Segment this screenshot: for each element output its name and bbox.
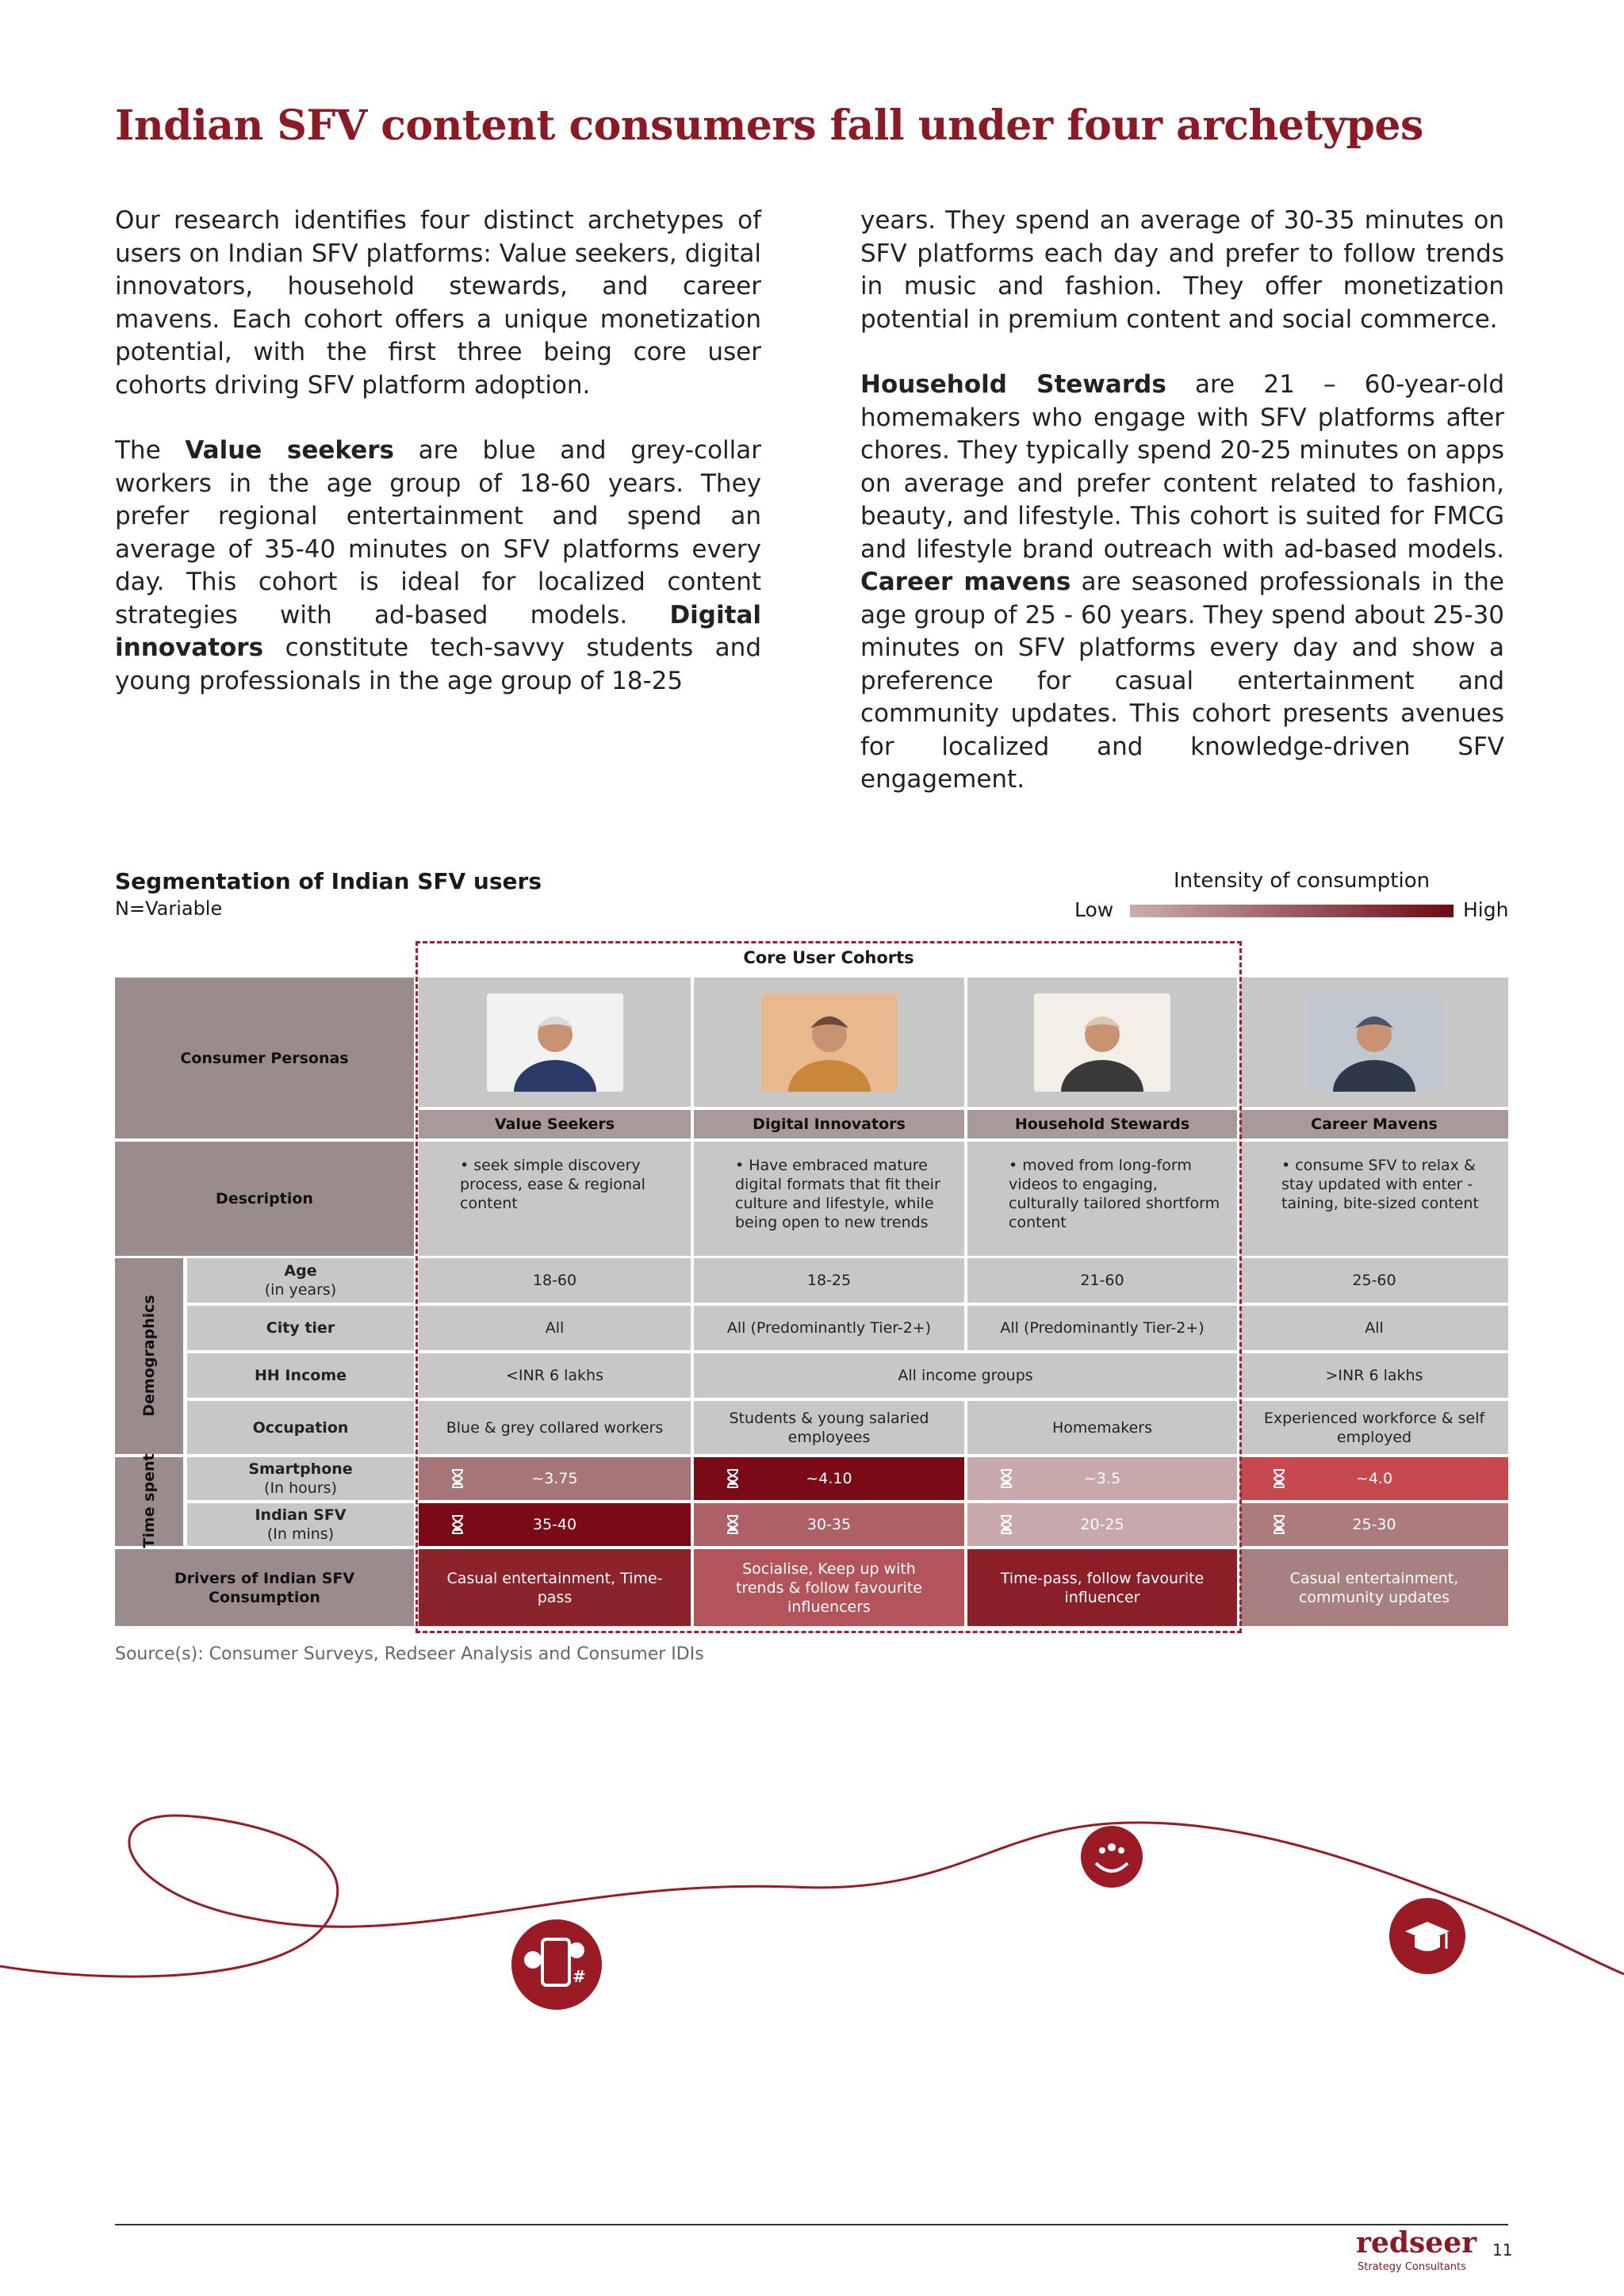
- row-label-occupation: Occupation: [187, 1401, 414, 1454]
- bold-term: Digital innovators: [115, 600, 761, 662]
- drivers-digital-innovators: Socialise, Keep up with trends & follow favourite influencers: [694, 1549, 964, 1626]
- income-career-mavens: >INR 6 lakhs: [1240, 1353, 1508, 1398]
- value: 35-40: [532, 1516, 577, 1533]
- label-unit: (in years): [264, 1281, 337, 1299]
- graduation-cap-icon: [1389, 1898, 1465, 1974]
- brand-tagline: Strategy Consultants: [1358, 2261, 1466, 2273]
- row-label-income: HH Income: [187, 1353, 414, 1398]
- persona-name-household-stewards: Household Stewards: [967, 1110, 1237, 1138]
- persona-name-digital-innovators: Digital Innovators: [694, 1110, 964, 1138]
- drivers-value-seekers: Casual entertainment, Time-pass: [419, 1549, 691, 1626]
- row-label-smartphone: [187, 1457, 414, 1500]
- intensity-gradient-bar: [1130, 905, 1454, 917]
- paragraph-value-seekers: [115, 434, 761, 698]
- city-tier-career-mavens: All: [1240, 1306, 1508, 1350]
- text-run: are seasoned professionals in the age group of 25 - 60 years. They spend about 25-30 minutes on SFV platforms every day and show a preference for casual entertainment and community updates. This cohort presents avenues for localized and knowledge-driven SFV engagement.: [860, 568, 1504, 794]
- core-cohorts-outline: [416, 941, 1242, 1633]
- label: Smartphone: [248, 1460, 353, 1478]
- age-digital-innovators: 18-25: [694, 1258, 964, 1303]
- row-label-description: Description: [115, 1142, 414, 1256]
- hourglass-icon: [1272, 1469, 1286, 1488]
- page-title: Indian SFV content consumers fall under four archetypes: [115, 101, 1423, 150]
- income-value-seekers: <INR 6 lakhs: [419, 1353, 691, 1398]
- age-career-mavens: 25-60: [1240, 1258, 1508, 1303]
- drivers-household-stewards: Time-pass, follow favourite influencer: [967, 1549, 1237, 1626]
- text-run: are blue and grey-collar workers in the age group of 18-60 years. They prefer regional entertainment and spend an average of 35-40 minutes on SFV platforms every day. This cohort is ideal for localized content strategies with ad-based models.: [115, 436, 761, 629]
- group-time-spent: [115, 1453, 183, 1548]
- occupation-career-mavens: Experienced workforce & self employed: [1240, 1401, 1508, 1454]
- row-label-drivers: Drivers of Indian SFV Consumption: [115, 1549, 414, 1626]
- smartphone-hours-career-mavens: [1240, 1457, 1508, 1500]
- age-value-seekers: 18-60: [419, 1258, 691, 1303]
- intensity-high-label: High: [1463, 898, 1509, 921]
- intensity-legend-title: Intensity of consumption: [1174, 869, 1431, 893]
- body-column-left: [115, 205, 761, 730]
- label-unit: (In hours): [264, 1479, 337, 1497]
- income-core: All income groups: [694, 1353, 1237, 1398]
- occupation-value-seekers: Blue & grey collared workers: [419, 1401, 691, 1454]
- value: ~4.10: [806, 1470, 852, 1487]
- sfv-minutes-career-mavens: [1240, 1503, 1508, 1546]
- persona-description-digital-innovators: • Have embraced mature digital formats that fit their culture and lifestyle, while being open to new trends: [694, 1142, 964, 1256]
- value: 30-35: [806, 1516, 852, 1533]
- persona-name-career-mavens: Career Mavens: [1240, 1110, 1508, 1138]
- value: ~3.75: [531, 1470, 578, 1487]
- source-note: Source(s): Consumer Surveys, Redseer Analysis and Consumer IDIs: [115, 1644, 704, 1664]
- persona-name-value-seekers: Value Seekers: [419, 1110, 691, 1138]
- figure-title: Segmentation of Indian SFV users: [115, 868, 542, 894]
- core-cohorts-label: Core User Cohorts: [743, 948, 914, 967]
- occupation-household-stewards: Homemakers: [967, 1401, 1237, 1454]
- decorative-wave: [0, 1784, 1624, 2022]
- value: ~3.5: [1083, 1470, 1121, 1487]
- group-demographics: [115, 1258, 183, 1454]
- svg-text:#: #: [573, 1967, 586, 1986]
- bold-term: Career mavens: [860, 568, 1071, 596]
- body-column-right: [860, 205, 1504, 829]
- brand-logo: redseer: [1356, 2226, 1477, 2260]
- text-run: are 21 – 60-year-old homemakers who engage with SFV platforms after chores. They typically spend 20-25 minutes on apps on average and prefer content related to fashion, beauty, and lifestyle. This cohort is suited for FMCG and lifestyle brand outreach with ad-based models.: [860, 370, 1504, 564]
- community-icon: [1081, 1826, 1143, 1888]
- value: ~4.0: [1355, 1470, 1393, 1487]
- footer-divider: [115, 2224, 1508, 2225]
- intensity-low-label: Low: [1074, 898, 1114, 921]
- label: Age: [284, 1262, 317, 1280]
- paragraph-value-seekers-cont: years. They spend an average of 30-35 minutes on SFV platforms each day and prefer to follow trends in music and fashion. They offer monetization potential in premium content and social commerce.: [860, 206, 1504, 334]
- row-label-sfv: [187, 1503, 414, 1546]
- value: 20-25: [1080, 1516, 1124, 1533]
- row-label-age: [187, 1258, 414, 1303]
- paragraph-intro: Our research identifies four distinct archetypes of users on Indian SFV platforms: Value seekers, digital innovators, household stewards, and career mavens. Each cohort offers a unique monetization potential, with the first three being core user cohorts driving SFV platform adoption.: [115, 206, 761, 400]
- age-household-stewards: 21-60: [967, 1258, 1237, 1303]
- persona-description-household-stewards: • moved from long-form videos to engaging, culturally tailored shortform content: [967, 1142, 1237, 1256]
- paragraph-household-career: [860, 369, 1504, 797]
- city-tier-digital-innovators: All (Predominantly Tier-2+): [694, 1306, 964, 1350]
- value: 25-30: [1352, 1516, 1396, 1533]
- row-label-city: City tier: [187, 1306, 414, 1350]
- drivers-career-mavens: Casual entertainment, community updates: [1240, 1549, 1508, 1626]
- bold-term: Household Stewards: [860, 370, 1166, 399]
- bold-term: Value seekers: [185, 436, 394, 465]
- city-tier-household-stewards: All (Predominantly Tier-2+): [967, 1306, 1237, 1350]
- city-tier-value-seekers: All: [419, 1306, 691, 1350]
- figure-sample-size: N=Variable: [115, 897, 223, 920]
- persona-description-value-seekers: • seek simple discovery process, ease & regional content: [419, 1142, 691, 1256]
- text-run: constitute tech-savvy students and young professionals in the age group of 18-25: [115, 633, 761, 695]
- label: Indian SFV: [255, 1506, 347, 1524]
- group-label-time-spent: Time spent: [140, 1453, 158, 1548]
- hourglass-icon: [1272, 1515, 1286, 1534]
- group-label-demographics: Demographics: [140, 1295, 158, 1417]
- text-run: The: [115, 436, 186, 465]
- page-number: 11: [1492, 2241, 1513, 2260]
- occupation-digital-innovators: Students & young salaried employees: [694, 1401, 964, 1454]
- social-media-icon: [511, 1919, 602, 2010]
- persona-photo-career-mavens: [1306, 993, 1442, 1092]
- row-label-personas: Consumer Personas: [115, 978, 414, 1138]
- persona-description-career-mavens: • consume SFV to relax & stay updated with enter -taining, bite-sized content: [1240, 1142, 1508, 1256]
- label-unit: (In mins): [266, 1525, 335, 1543]
